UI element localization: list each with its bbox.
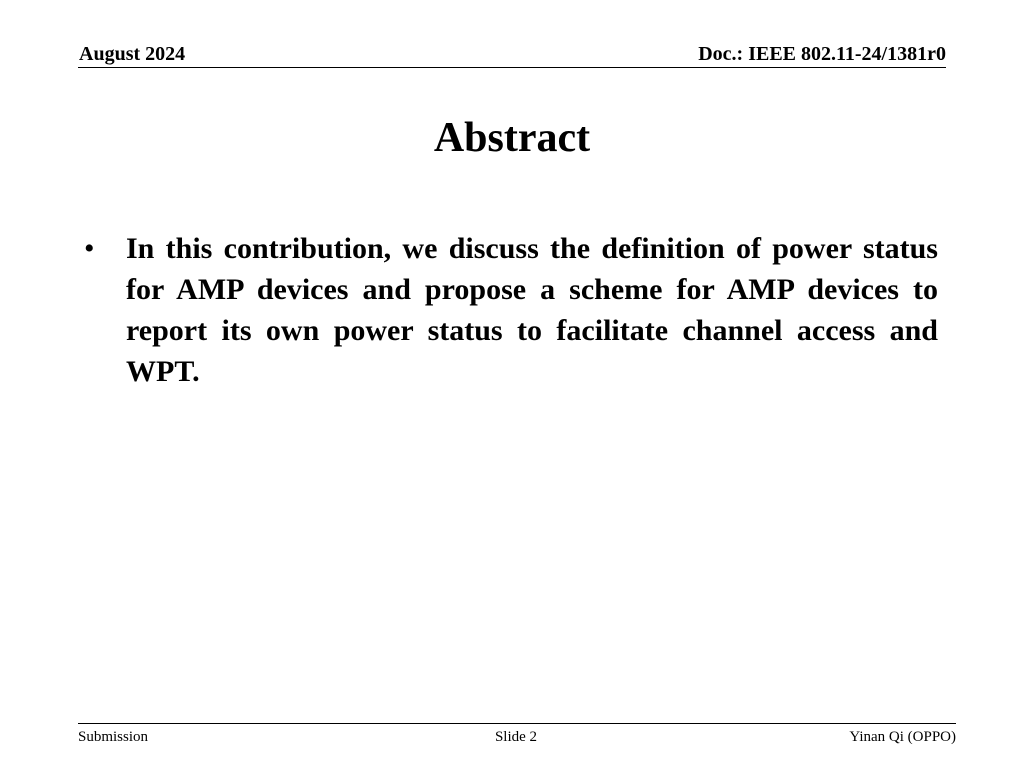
footer-author: Yinan Qi (OPPO) <box>849 729 956 745</box>
footer-divider <box>78 723 956 724</box>
bullet-list <box>84 228 938 392</box>
header-doc-id: Doc.: IEEE 802.11-24/1381r0 <box>698 43 946 65</box>
slide-title: Abstract <box>433 115 591 161</box>
bullet-item <box>84 228 938 392</box>
bullet-icon: • <box>84 232 95 265</box>
footer-submission: Submission <box>78 729 149 745</box>
header-date: August 2024 <box>79 43 186 65</box>
bullet-text: In this contribution, we discuss the definition of power status for AMP devices and propose a scheme for AMP devices to report its own power status to facilitate channel access and WPT. <box>126 232 938 388</box>
footer-slide-number: Slide 2 <box>494 729 538 745</box>
header-divider <box>78 67 946 68</box>
